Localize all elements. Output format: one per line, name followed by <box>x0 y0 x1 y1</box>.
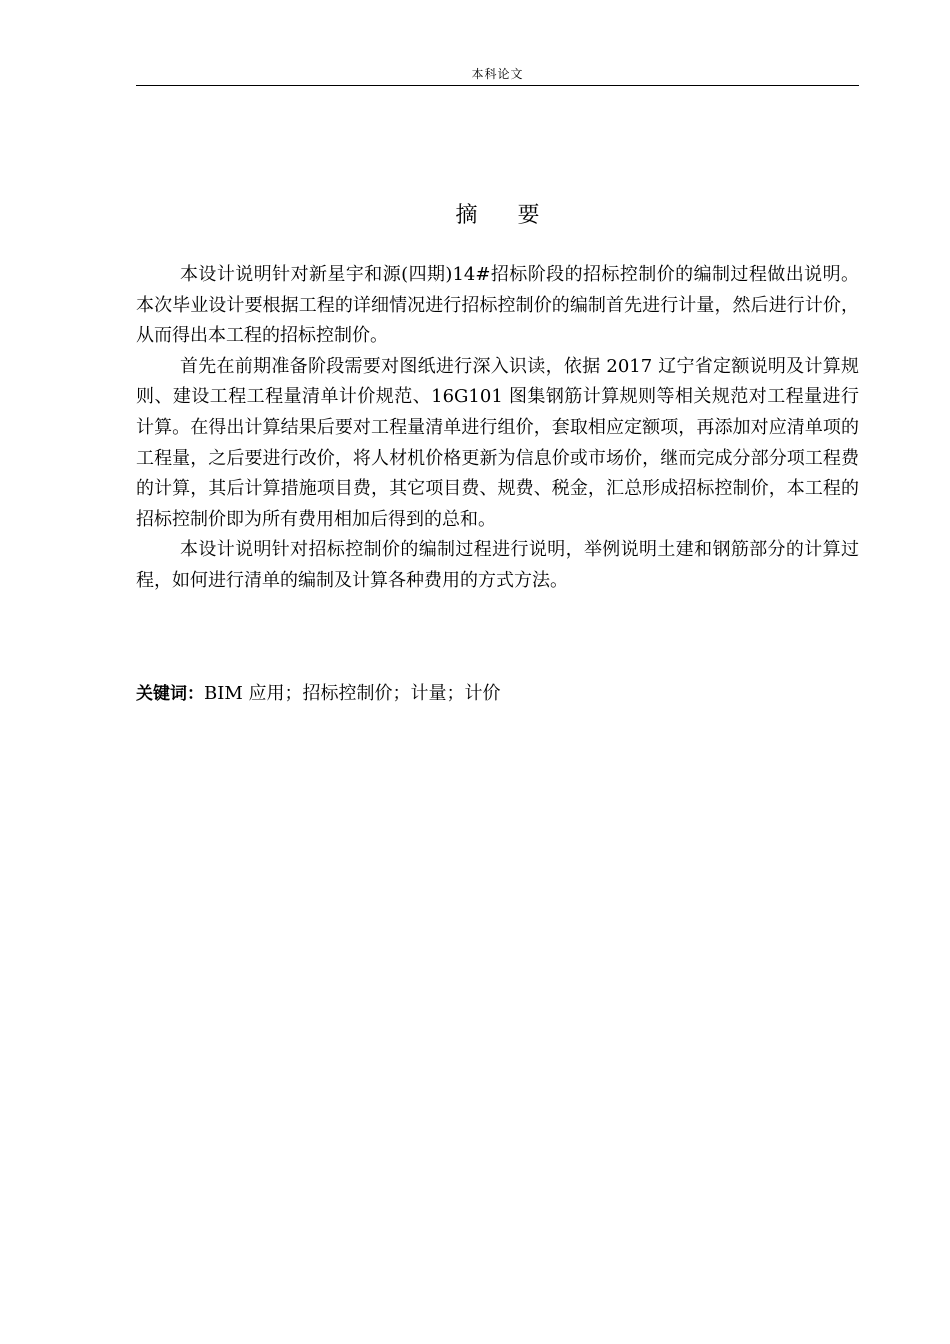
keywords-value: BIM 应用；招标控制价；计量；计价 <box>204 683 501 704</box>
abstract-paragraph-1: 本设计说明针对新星宇和源(四期)14#招标阶段的招标控制价的编制过程做出说明。本次毕业设计要根据工程的详细情况进行招标控制价的编制首先进行计量，然后进行计价，从而得出本工程的招标控制价。 <box>136 264 859 347</box>
abstract-paragraph-3: 本设计说明针对招标控制价的编制过程进行说明，举例说明土建和钢筋部分的计算过程，如何进行清单的编制及计算各种费用的方式方法。 <box>136 539 859 591</box>
abstract-body <box>136 260 859 597</box>
abstract-paragraph-2: 首先在前期准备阶段需要对图纸进行深入识读，依据 2017 辽宁省定额说明及计算规则、建设工程工程量清单计价规范、16G101 图集钢筋计算规则等相关规范对工程量进行计算。在得出计算结果后要对工程量清单进行组价，套取相应定额项，再添加对应清单项的工程量，之后要进行改价，将人材机价格更新为信息价或市场价，继而完成分部分项工程费的计算，其后计算措施项目费，其它项目费、规费、税金，汇总形成招标控制价，本工程的招标控制价即为所有费用相加后得到的总和。 <box>136 355 859 530</box>
page-header: 本科论文 <box>471 67 524 81</box>
keywords-label: 关键词： <box>136 684 204 704</box>
keywords-line <box>136 679 859 709</box>
abstract-title: 摘要 <box>455 203 580 228</box>
header-divider <box>136 85 859 86</box>
